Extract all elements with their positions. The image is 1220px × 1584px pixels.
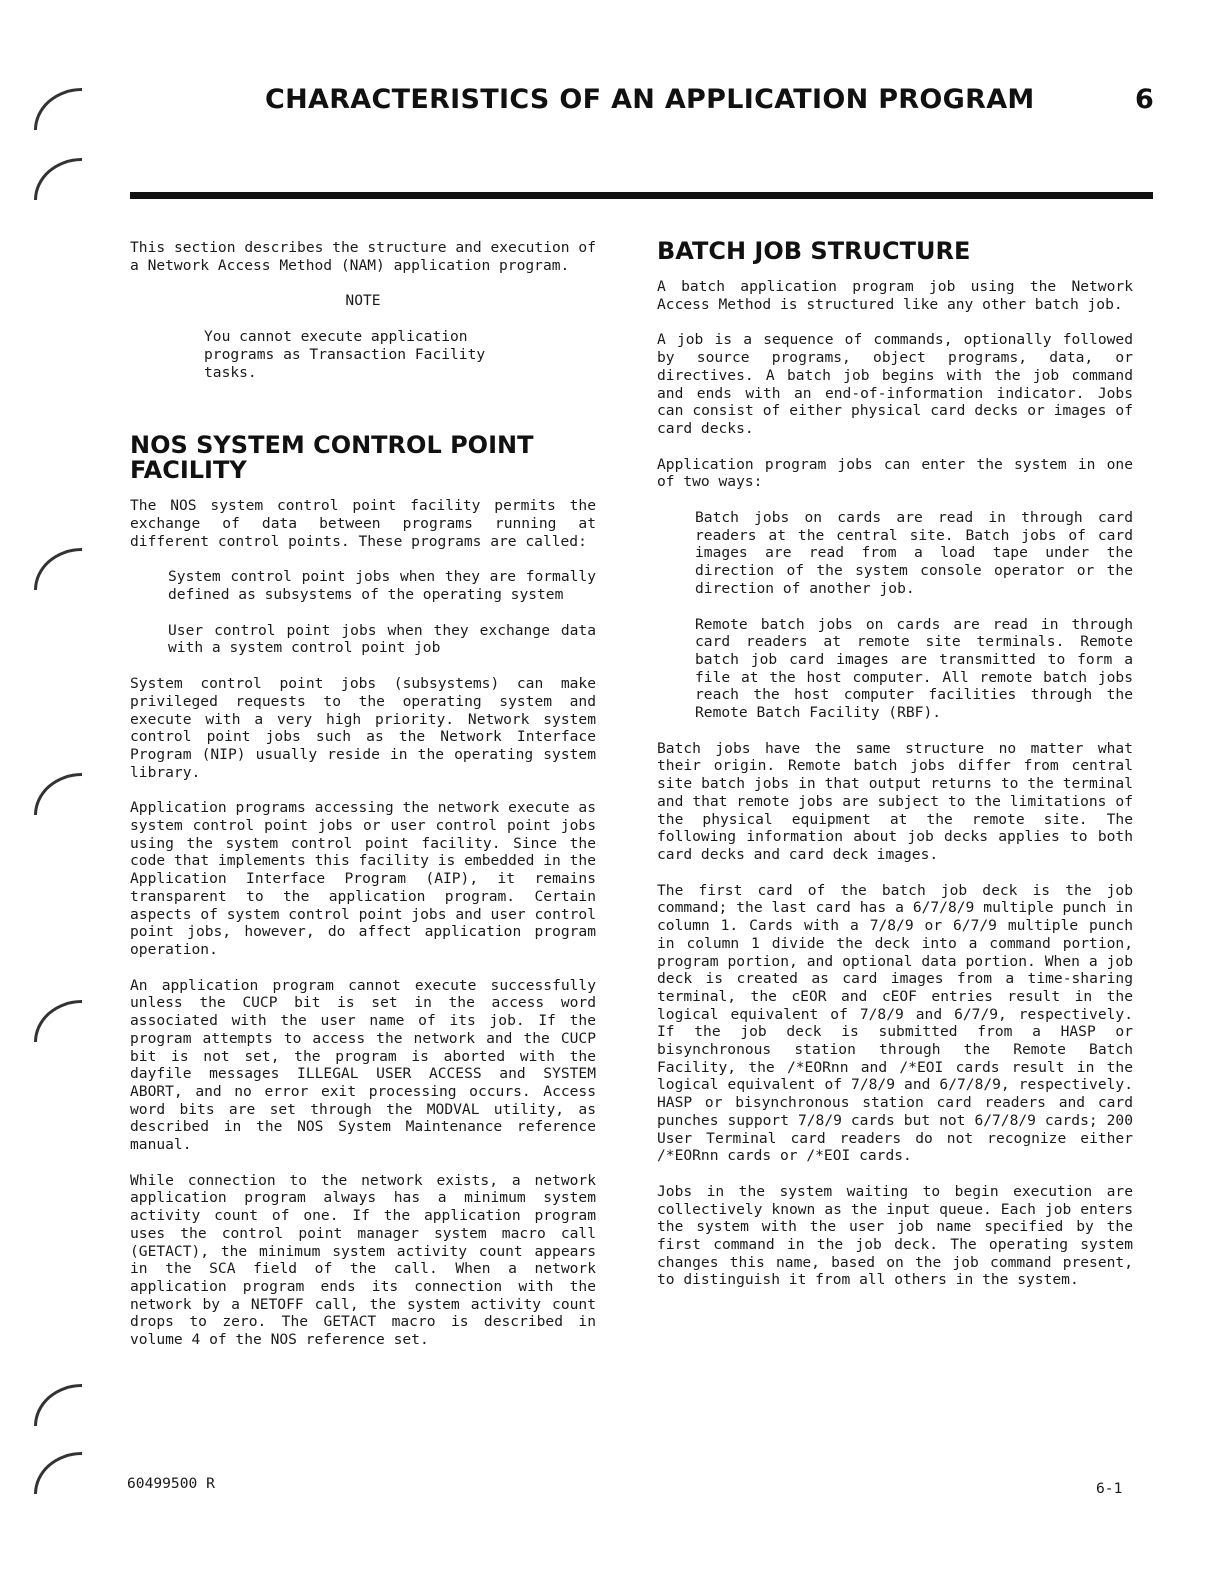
paragraph: Jobs in the system waiting to begin execution are collectively known as the input queue. Each job enters the system with the user job name specified by the first command in the job deck. The operating system changes this name, based on the job command present, to distinguish it from all others in the system. [657,1182,1133,1289]
paragraph: System control point jobs (subsystems) can make privileged requests to the operating system and execute with a very high priority. Network system control point jobs such as the Network Interface Program (NIP) usually reside in the operating system library. [130,675,596,781]
binder-hole-icon [34,88,82,130]
list-item: System control point jobs when they are formally defined as subsystems of the operating system [168,568,596,604]
binder-hole-icon [34,773,82,815]
paragraph: Application programs accessing the network execute as system control point jobs or user control point jobs using the system control point facility. Since the code that implements this facility is embedded in the Application Interface Program (AIP), it remains transparent to the application program. Certain aspects of system control point jobs and user control point jobs, however, do affect application program operation. [130,799,596,958]
page-number: 6-1 [1096,1480,1123,1497]
intro-paragraph: This section describes the structure and execution of a Network Access Method (NAM) application program. [130,239,596,274]
left-column [130,239,596,1367]
binder-hole-icon [34,548,82,590]
binder-hole-icon [34,158,82,200]
section-heading-scp: NOS SYSTEM CONTROL POINT FACILITY [130,431,534,485]
binder-hole-icon [34,1384,82,1426]
paragraph: Batch jobs have the same structure no matter what their origin. Remote batch jobs differ from central site batch jobs in that output returns to the terminal and that remote jobs are subject to the limitations of the physical equipment at the remote site. The following information about job decks applies to both card decks and card deck images. [657,739,1133,863]
document-number: 60499500 R [127,1475,215,1492]
section-heading-batch: BATCH JOB STRUCTURE [657,237,971,265]
paragraph: An application program cannot execute successfully unless the CUCP bit is set in the access word associated with the user name of its job. If the program attempts to access the network and the CUCP bit is not set, the program is aborted with the dayfile messages ILLEGAL USER ACCESS and SYSTEM ABORT, and no error exit processing occurs. Access word bits are set through the MODVAL utility, as described in the NOS System Maintenance reference manual. [130,976,596,1154]
note-text: You cannot execute application programs as Transaction Facility tasks. [204,328,486,381]
chapter-number: 6 [1135,84,1154,115]
paragraph: The NOS system control point facility permits the exchange of data between programs running at different control points. These programs are called: [130,497,596,550]
paragraph: Application program jobs can enter the system in one of two ways: [657,455,1133,491]
paragraph: The first card of the batch job deck is the job command; the last card has a 6/7/8/9 multiple punch in column 1. Cards with a 7/8/9 or 6/7/9 multiple punch in column 1 divide the deck into a command portion, program portion, and optional data portion. When a job deck is created as card images from a time-sharing terminal, the cEOR and cEOF entries result in the logical equivalent of 7/8/9 and 6/7/9, respectively. If the job deck is submitted from a HASP or bisynchronous station through the Remote Batch Facility, the /*EORnn and /*EOI cards result in the logical equivalent of 7/8/9 and 6/7/8/9, respectively. HASP or bisynchronous station card readers and card punches support 7/8/9 cards but not 6/7/8/9 cards; 200 User Terminal card readers do not recognize either /*EORnn cards or /*EOI cards. [657,881,1133,1165]
binder-hole-icon [34,1000,82,1042]
binder-hole-icon [34,1452,82,1494]
list-item: Batch jobs on cards are read in through card readers at the central site. Batch jobs of card images are read from a load tape under the direction of the system console operator or the direction of another job. [695,509,1133,597]
list-item: User control point jobs when they exchange data with a system control point job [168,621,596,657]
right-column [657,239,1133,1307]
page-title: CHARACTERISTICS OF AN APPLICATION PROGRAM [265,84,1035,115]
note-label: NOTE [345,292,381,310]
paragraph: A job is a sequence of commands, optionally followed by source programs, object programs, data, or directives. A batch job begins with the job command and ends with an end-of-information indicator. Jobs can consist of either physical card decks or images of card decks. [657,331,1133,437]
paragraph: While connection to the network exists, a network application program always has a minimum system activity count of one. If the application program uses the control point manager system macro call (GETACT), the minimum system activity count appears in the SCA field of the call. When a network application program ends its connection with the network by a NETOFF call, the system activity count drops to zero. The GETACT macro is described in volume 4 of the NOS reference set. [130,1171,596,1349]
list-item: Remote batch jobs on cards are read in through card readers at remote site terminals. Remote batch job card images are transmitted to form a file at the host computer. All remote batch jobs reach the host computer facilities through the Remote Batch Facility (RBF). [695,615,1133,722]
header-rule [130,192,1153,199]
paragraph: A batch application program job using the Network Access Method is structured like any other batch job. [657,278,1133,313]
